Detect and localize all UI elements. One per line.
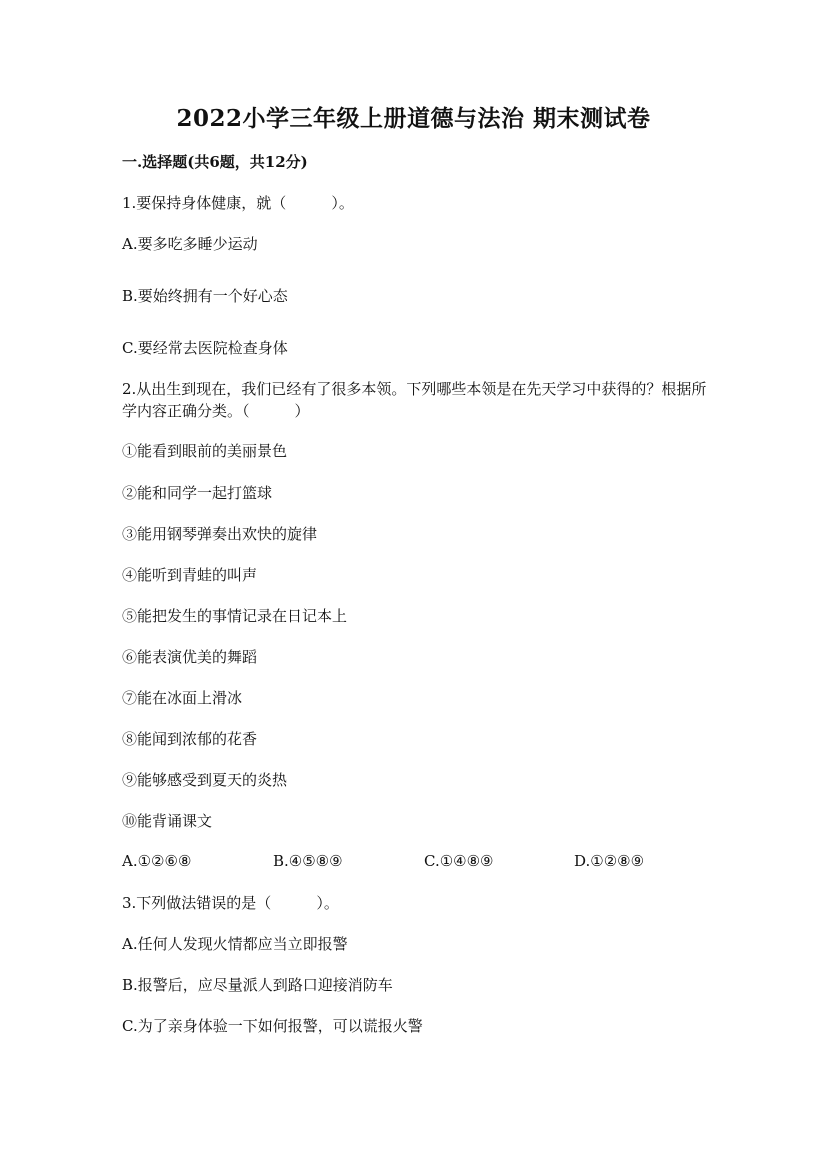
section-heading: 一.选择题(共6题，共12分): [122, 153, 308, 171]
question-1-stem: 1.要保持身体健康，就（ ）。: [122, 194, 354, 212]
question-2-option-d: D.①②⑧⑨: [574, 852, 645, 870]
question-3-option-b: B.报警后，应尽量派人到路口迎接消防车: [122, 976, 393, 994]
exam-title: 2022小学三年级上册道德与法治 期末测试卷: [176, 105, 651, 132]
question-2-item: ②能和同学一起打篮球: [122, 484, 273, 502]
question-3-stem: 3.下列做法错误的是（ ）。: [122, 894, 339, 912]
question-1-option-b: B.要始终拥有一个好心态: [122, 287, 288, 305]
question-2-item: ⑩能背诵课文: [122, 812, 213, 830]
question-2-option-b: B.④⑤⑧⑨: [273, 852, 343, 870]
question-2-item: ④能听到青蛙的叫声: [122, 566, 258, 584]
question-2-item: ①能看到眼前的美丽景色: [122, 442, 288, 460]
question-3-option-a: A.任何人发现火情都应当立即报警: [122, 935, 348, 953]
question-2-item: ⑤能把发生的事情记录在日记本上: [122, 607, 348, 625]
question-2-option-a: A.①②⑥⑧: [122, 852, 192, 870]
question-2-item: ③能用钢琴弹奏出欢快的旋律: [122, 525, 318, 543]
question-2-item: ⑦能在冰面上滑冰: [122, 689, 243, 707]
question-2-stem: 2.从出生到现在，我们已经有了很多本领。下列哪些本领是在先天学习中获得的？根据所学内容正确分类。（ ）: [122, 380, 707, 420]
question-2-options: [122, 852, 722, 874]
question-3-option-c: C.为了亲身体验一下如何报警，可以谎报火警: [122, 1017, 423, 1035]
question-1-option-c: C.要经常去医院检查身体: [122, 339, 288, 357]
question-1-option-a: A.要多吃多睡少运动: [122, 235, 258, 253]
question-2-option-c: C.①④⑧⑨: [424, 852, 494, 870]
question-2-item: ⑨能够感受到夏天的炎热: [122, 771, 288, 789]
question-2-item: ⑧能闻到浓郁的花香: [122, 730, 258, 748]
question-2-item: ⑥能表演优美的舞蹈: [122, 648, 258, 666]
